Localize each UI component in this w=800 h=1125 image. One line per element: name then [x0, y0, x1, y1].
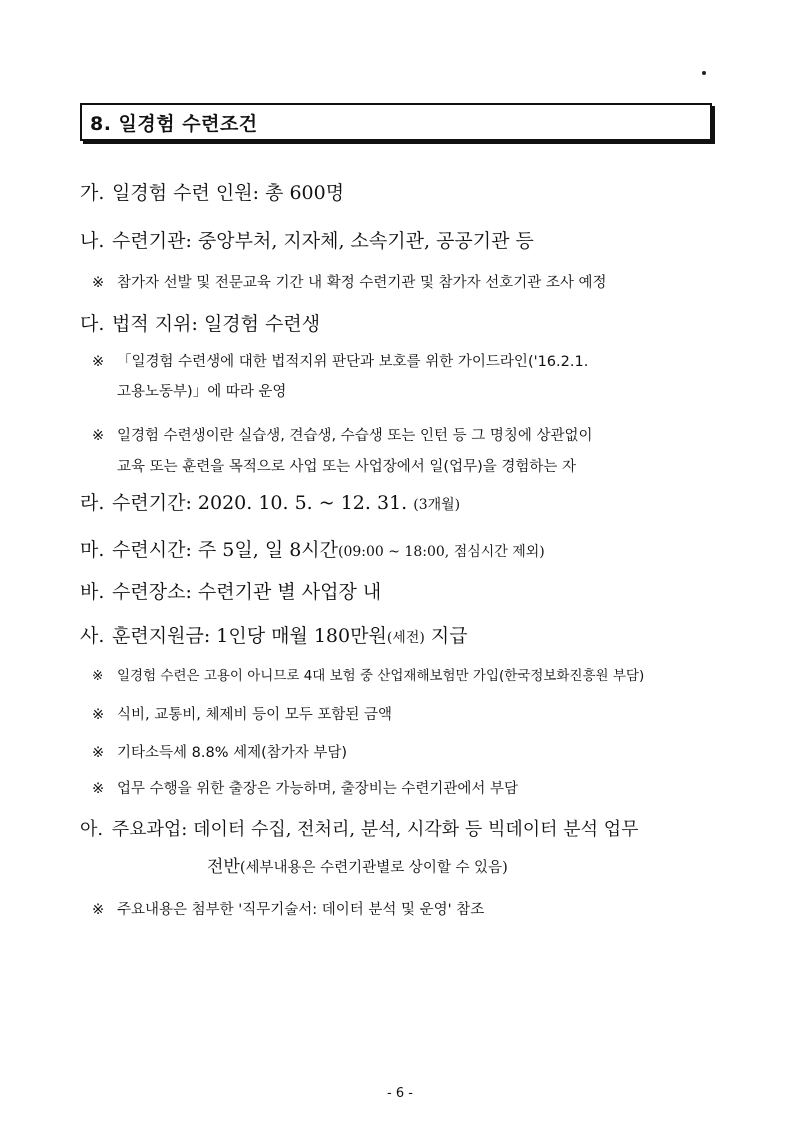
item-label: 다. — [80, 313, 105, 335]
item-label: 마. — [80, 539, 105, 561]
note-sa-4 — [92, 777, 518, 798]
item-na — [80, 226, 534, 253]
note-mark: ※ — [92, 354, 105, 370]
item-text: 주요과업: 데이터 수집, 전처리, 분석, 시각화 등 빅데이터 분석 업무 — [111, 819, 639, 840]
item-label: 나. — [80, 230, 105, 252]
note-sa-1 — [92, 664, 644, 684]
note-da-2-continued: 교육 또는 훈련을 목적으로 사업 또는 사업장에서 일(업무)을 경험하는 자 — [117, 459, 576, 475]
note-text: 참가자 선발 및 전문교육 기간 내 확정 수련기관 및 참가자 선호기관 조사 예정 — [117, 275, 607, 291]
item-da — [80, 309, 320, 336]
item-a-continued — [207, 852, 508, 877]
note-mark: ※ — [92, 668, 104, 684]
item-text: 일경험 수련 인원: 총 600명 — [112, 182, 345, 204]
scan-dot — [702, 71, 706, 75]
item-ra — [80, 488, 460, 515]
item-ga — [80, 178, 344, 205]
note-text: 식비, 교통비, 체제비 등이 모두 포함된 금액 — [117, 707, 392, 723]
note-mark: ※ — [92, 275, 105, 291]
item-sa — [80, 621, 468, 648]
item-text: 전반 — [207, 857, 240, 877]
note-mark: ※ — [92, 428, 105, 444]
item-tail: 지급 — [424, 625, 468, 647]
note-text: 「일경험 수련생에 대한 법적지위 판단과 보호를 위한 가이드라인('16.2.1. — [117, 354, 589, 370]
item-small: (3개월) — [413, 497, 461, 513]
item-ba — [80, 577, 381, 604]
note-text: 일경험 수련생이란 실습생, 견습생, 수습생 또는 인턴 등 그 명칭에 상관없이 — [117, 428, 593, 444]
note-sa-2 — [92, 703, 392, 724]
note-mark: ※ — [92, 902, 105, 918]
note-da-1-continued: 고용노동부)」에 따라 운영 — [117, 384, 287, 400]
item-text: 훈련지원금: 1인당 매월 180만원 — [112, 625, 387, 647]
note-text: 주요내용은 첨부한 '직무기술서: 데이터 분석 및 운영' 참조 — [117, 902, 485, 918]
note-mark: ※ — [92, 745, 105, 761]
note-mark: ※ — [92, 707, 105, 723]
item-label: 바. — [80, 581, 105, 603]
item-label: 라. — [80, 492, 105, 514]
item-text: 법적 지위: 일경험 수련생 — [112, 313, 321, 335]
section-header-box — [80, 103, 712, 141]
item-text: 수련기간: 2020. 10. 5. ~ 12. 31. — [112, 492, 408, 514]
note-text: 기타소득세 8.8% 세제(참가자 부담) — [117, 745, 348, 761]
item-small: (세부내용은 수련기관별로 상이할 수 있음) — [239, 860, 508, 876]
item-a — [80, 815, 639, 841]
note-sa-3 — [92, 741, 347, 762]
note-na-1 — [92, 271, 607, 292]
section-title: 8. 일경험 수련조건 — [90, 112, 258, 135]
item-text: 수련시간: 주 5일, 일 8시간 — [112, 539, 339, 561]
note-mark: ※ — [92, 781, 105, 797]
item-label: 사. — [80, 625, 105, 647]
note-text: 업무 수행을 위한 출장은 가능하며, 출장비는 수련기관에서 부담 — [117, 781, 519, 797]
item-text: 수련기관: 중앙부처, 지자체, 소속기관, 공공기관 등 — [112, 230, 534, 252]
item-label: 아. — [80, 819, 104, 840]
item-ma — [80, 535, 545, 562]
item-label: 가. — [80, 182, 105, 204]
note-text: 일경험 수련은 고용이 아니므로 4대 보험 중 산업재해보험만 가입(한국정보화진흥원 부담) — [117, 668, 645, 684]
page-number: - 6 - — [387, 1086, 413, 1101]
item-small: (09:00 ~ 18:00, 점심시간 제외) — [338, 544, 545, 560]
item-small: (세전) — [386, 630, 425, 646]
note-da-2 — [92, 424, 593, 445]
item-text: 수련장소: 수련기관 별 사업장 내 — [112, 581, 382, 603]
note-da-1 — [92, 350, 588, 371]
note-a-1 — [92, 898, 484, 919]
